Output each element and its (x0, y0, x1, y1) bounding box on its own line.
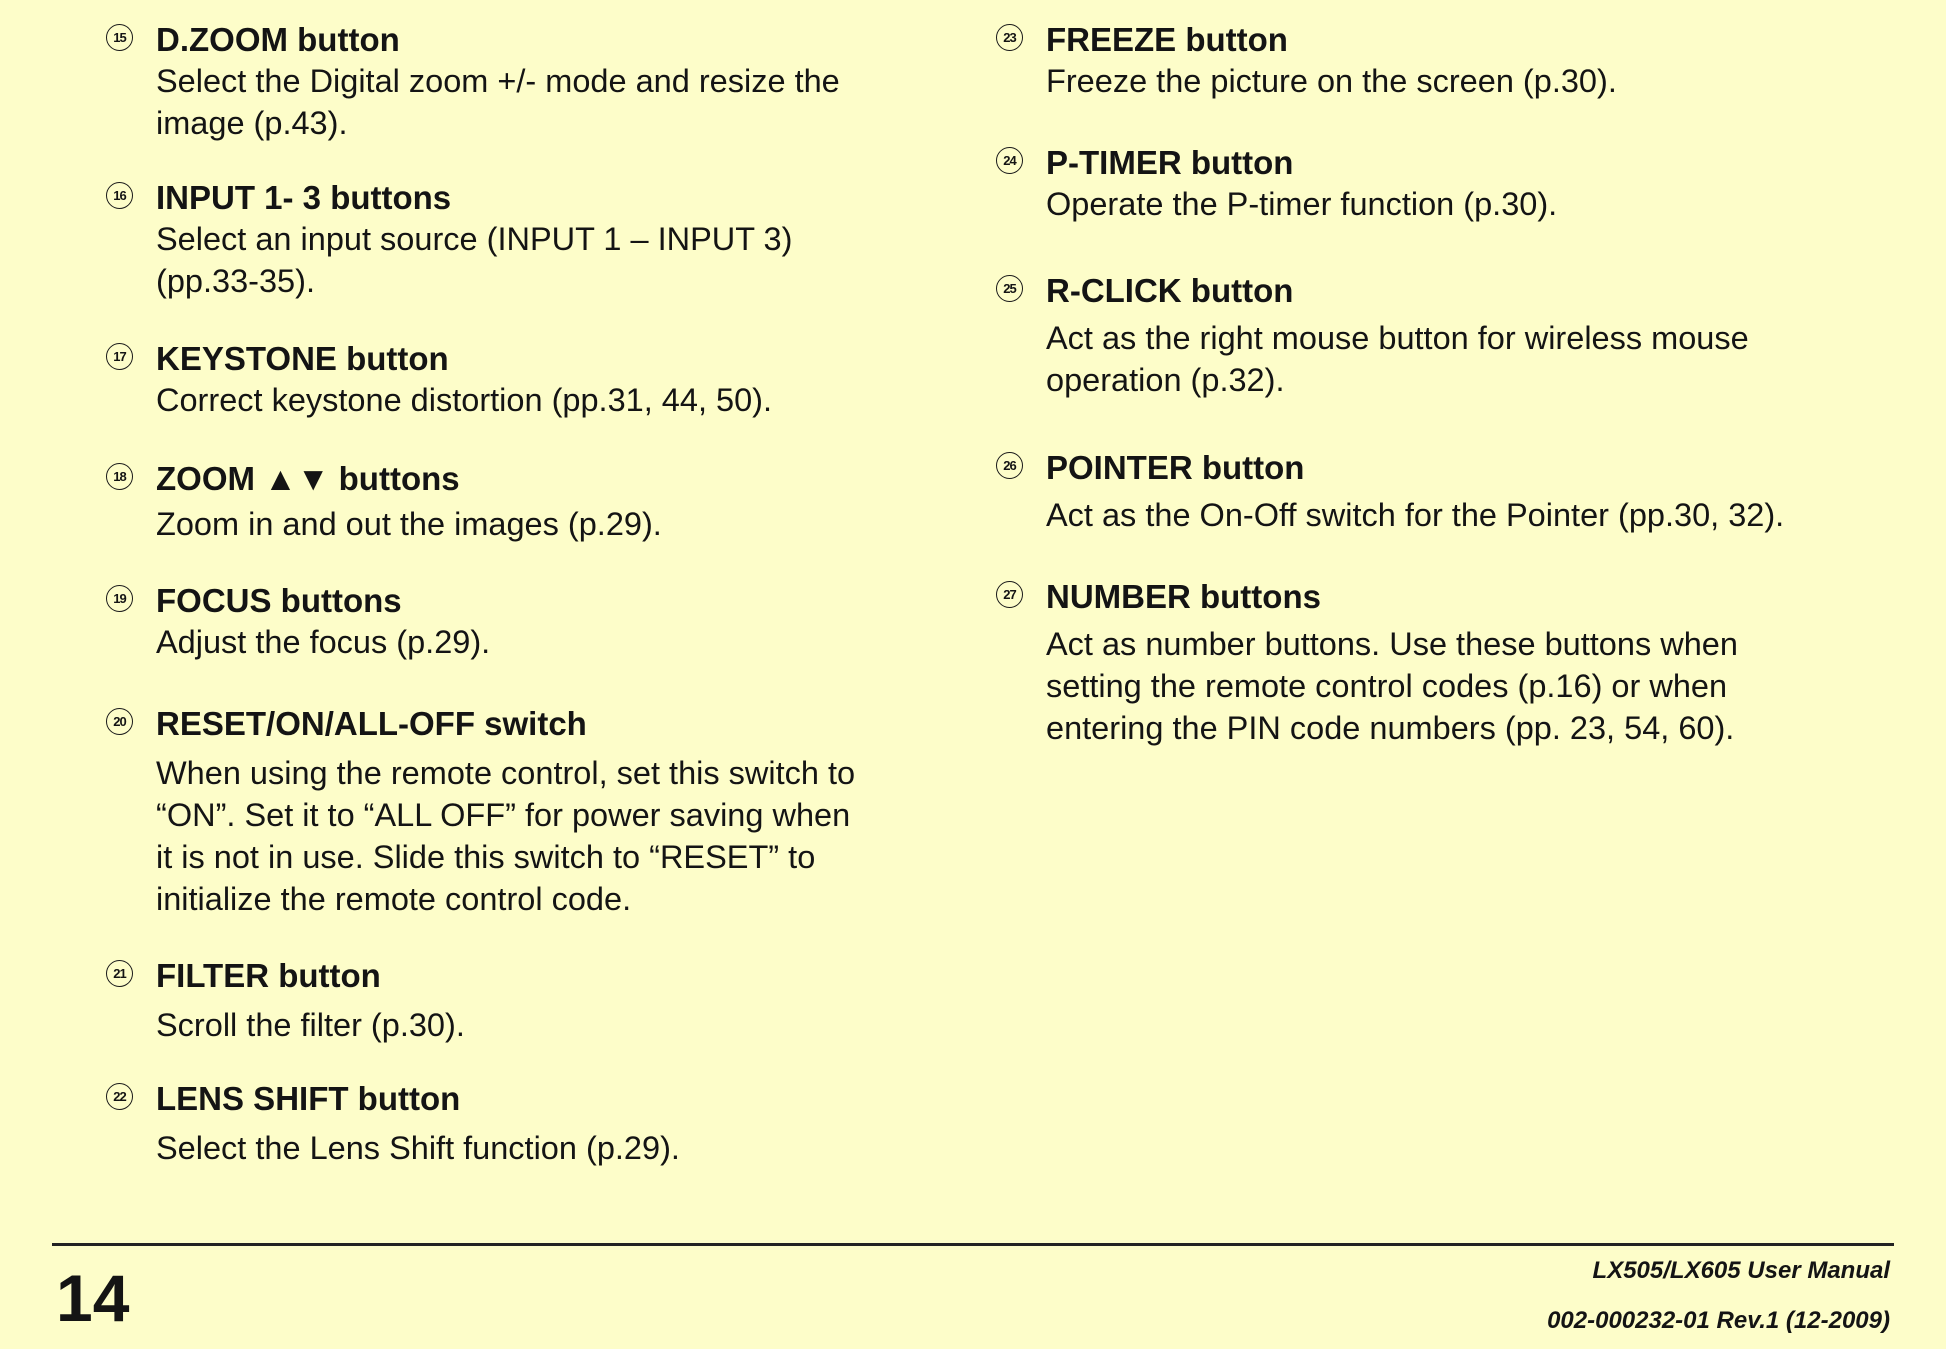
item-description-line: it is not in use. Slide this switch to “RESET” to (156, 839, 816, 875)
item-number-badge: 23 (996, 24, 1023, 51)
item-title: R-CLICK button (1046, 272, 1294, 309)
item-title: FOCUS buttons (156, 582, 402, 619)
item-description-line: Select the Lens Shift function (p.29). (156, 1130, 680, 1166)
item-description-line: entering the PIN code numbers (pp. 23, 54, 60). (1046, 710, 1735, 746)
item-number-badge: 25 (996, 275, 1023, 302)
item-number-badge: 15 (106, 24, 133, 51)
item-description-line: Freeze the picture on the screen (p.30). (1046, 63, 1617, 99)
item-number-badge: 26 (996, 452, 1023, 479)
item-description-line: image (p.43). (156, 105, 348, 141)
item-description-line: When using the remote control, set this switch to (156, 755, 856, 791)
item-number-badge: 22 (106, 1083, 133, 1110)
item-number-badge: 16 (106, 182, 133, 209)
item-description-line: Select the Digital zoom +/- mode and resize the (156, 63, 840, 99)
item-title: KEYSTONE button (156, 340, 449, 377)
item-title: ZOOM ▲▼ buttons (156, 460, 460, 497)
item-title: NUMBER buttons (1046, 578, 1321, 615)
footer-divider (52, 1243, 1894, 1246)
item-title: INPUT 1- 3 buttons (156, 179, 452, 216)
item-number-badge: 24 (996, 147, 1023, 174)
manual-document-code: 002-000232-01 Rev.1 (12-2009) (1547, 1307, 1890, 1334)
item-description-line: Act as number buttons. Use these buttons when (1046, 626, 1738, 662)
manual-title: LX505/LX605 User Manual (1592, 1257, 1890, 1284)
item-description-line: Scroll the filter (p.30). (156, 1007, 465, 1043)
item-title: D.ZOOM button (156, 21, 400, 58)
item-number-badge: 27 (996, 581, 1023, 608)
item-description-line: (pp.33-35). (156, 263, 315, 299)
item-number-badge: 17 (106, 343, 133, 370)
item-description-line: setting the remote control codes (p.16) or when (1046, 668, 1728, 704)
item-title: FREEZE button (1046, 21, 1288, 58)
item-description-line: Act as the right mouse button for wireless mouse (1046, 320, 1749, 356)
item-description-line: “ON”. Set it to “ALL OFF” for power saving when (156, 797, 851, 833)
item-description-line: Select an input source (INPUT 1 – INPUT 3) (156, 221, 793, 257)
item-title: LENS SHIFT button (156, 1080, 461, 1117)
item-title: RESET/ON/ALL-OFF switch (156, 705, 587, 742)
item-number-badge: 18 (106, 463, 133, 490)
page-number: 14 (56, 1261, 130, 1335)
item-number-badge: 19 (106, 585, 133, 612)
item-description-line: Zoom in and out the images (p.29). (156, 506, 662, 542)
item-number-badge: 20 (106, 708, 133, 735)
item-description-line: Adjust the focus (p.29). (156, 624, 491, 660)
item-description-line: Operate the P-timer function (p.30). (1046, 186, 1558, 222)
item-description-line: Act as the On-Off switch for the Pointer (pp.30, 32). (1046, 497, 1785, 533)
item-description-line: operation (p.32). (1046, 362, 1285, 398)
item-title: P-TIMER button (1046, 144, 1294, 181)
item-description-line: Correct keystone distortion (pp.31, 44, 50). (156, 382, 773, 418)
item-number-badge: 21 (106, 960, 133, 987)
item-title: POINTER button (1046, 449, 1305, 486)
item-description-line: initialize the remote control code. (156, 881, 632, 917)
item-title: FILTER button (156, 957, 381, 994)
